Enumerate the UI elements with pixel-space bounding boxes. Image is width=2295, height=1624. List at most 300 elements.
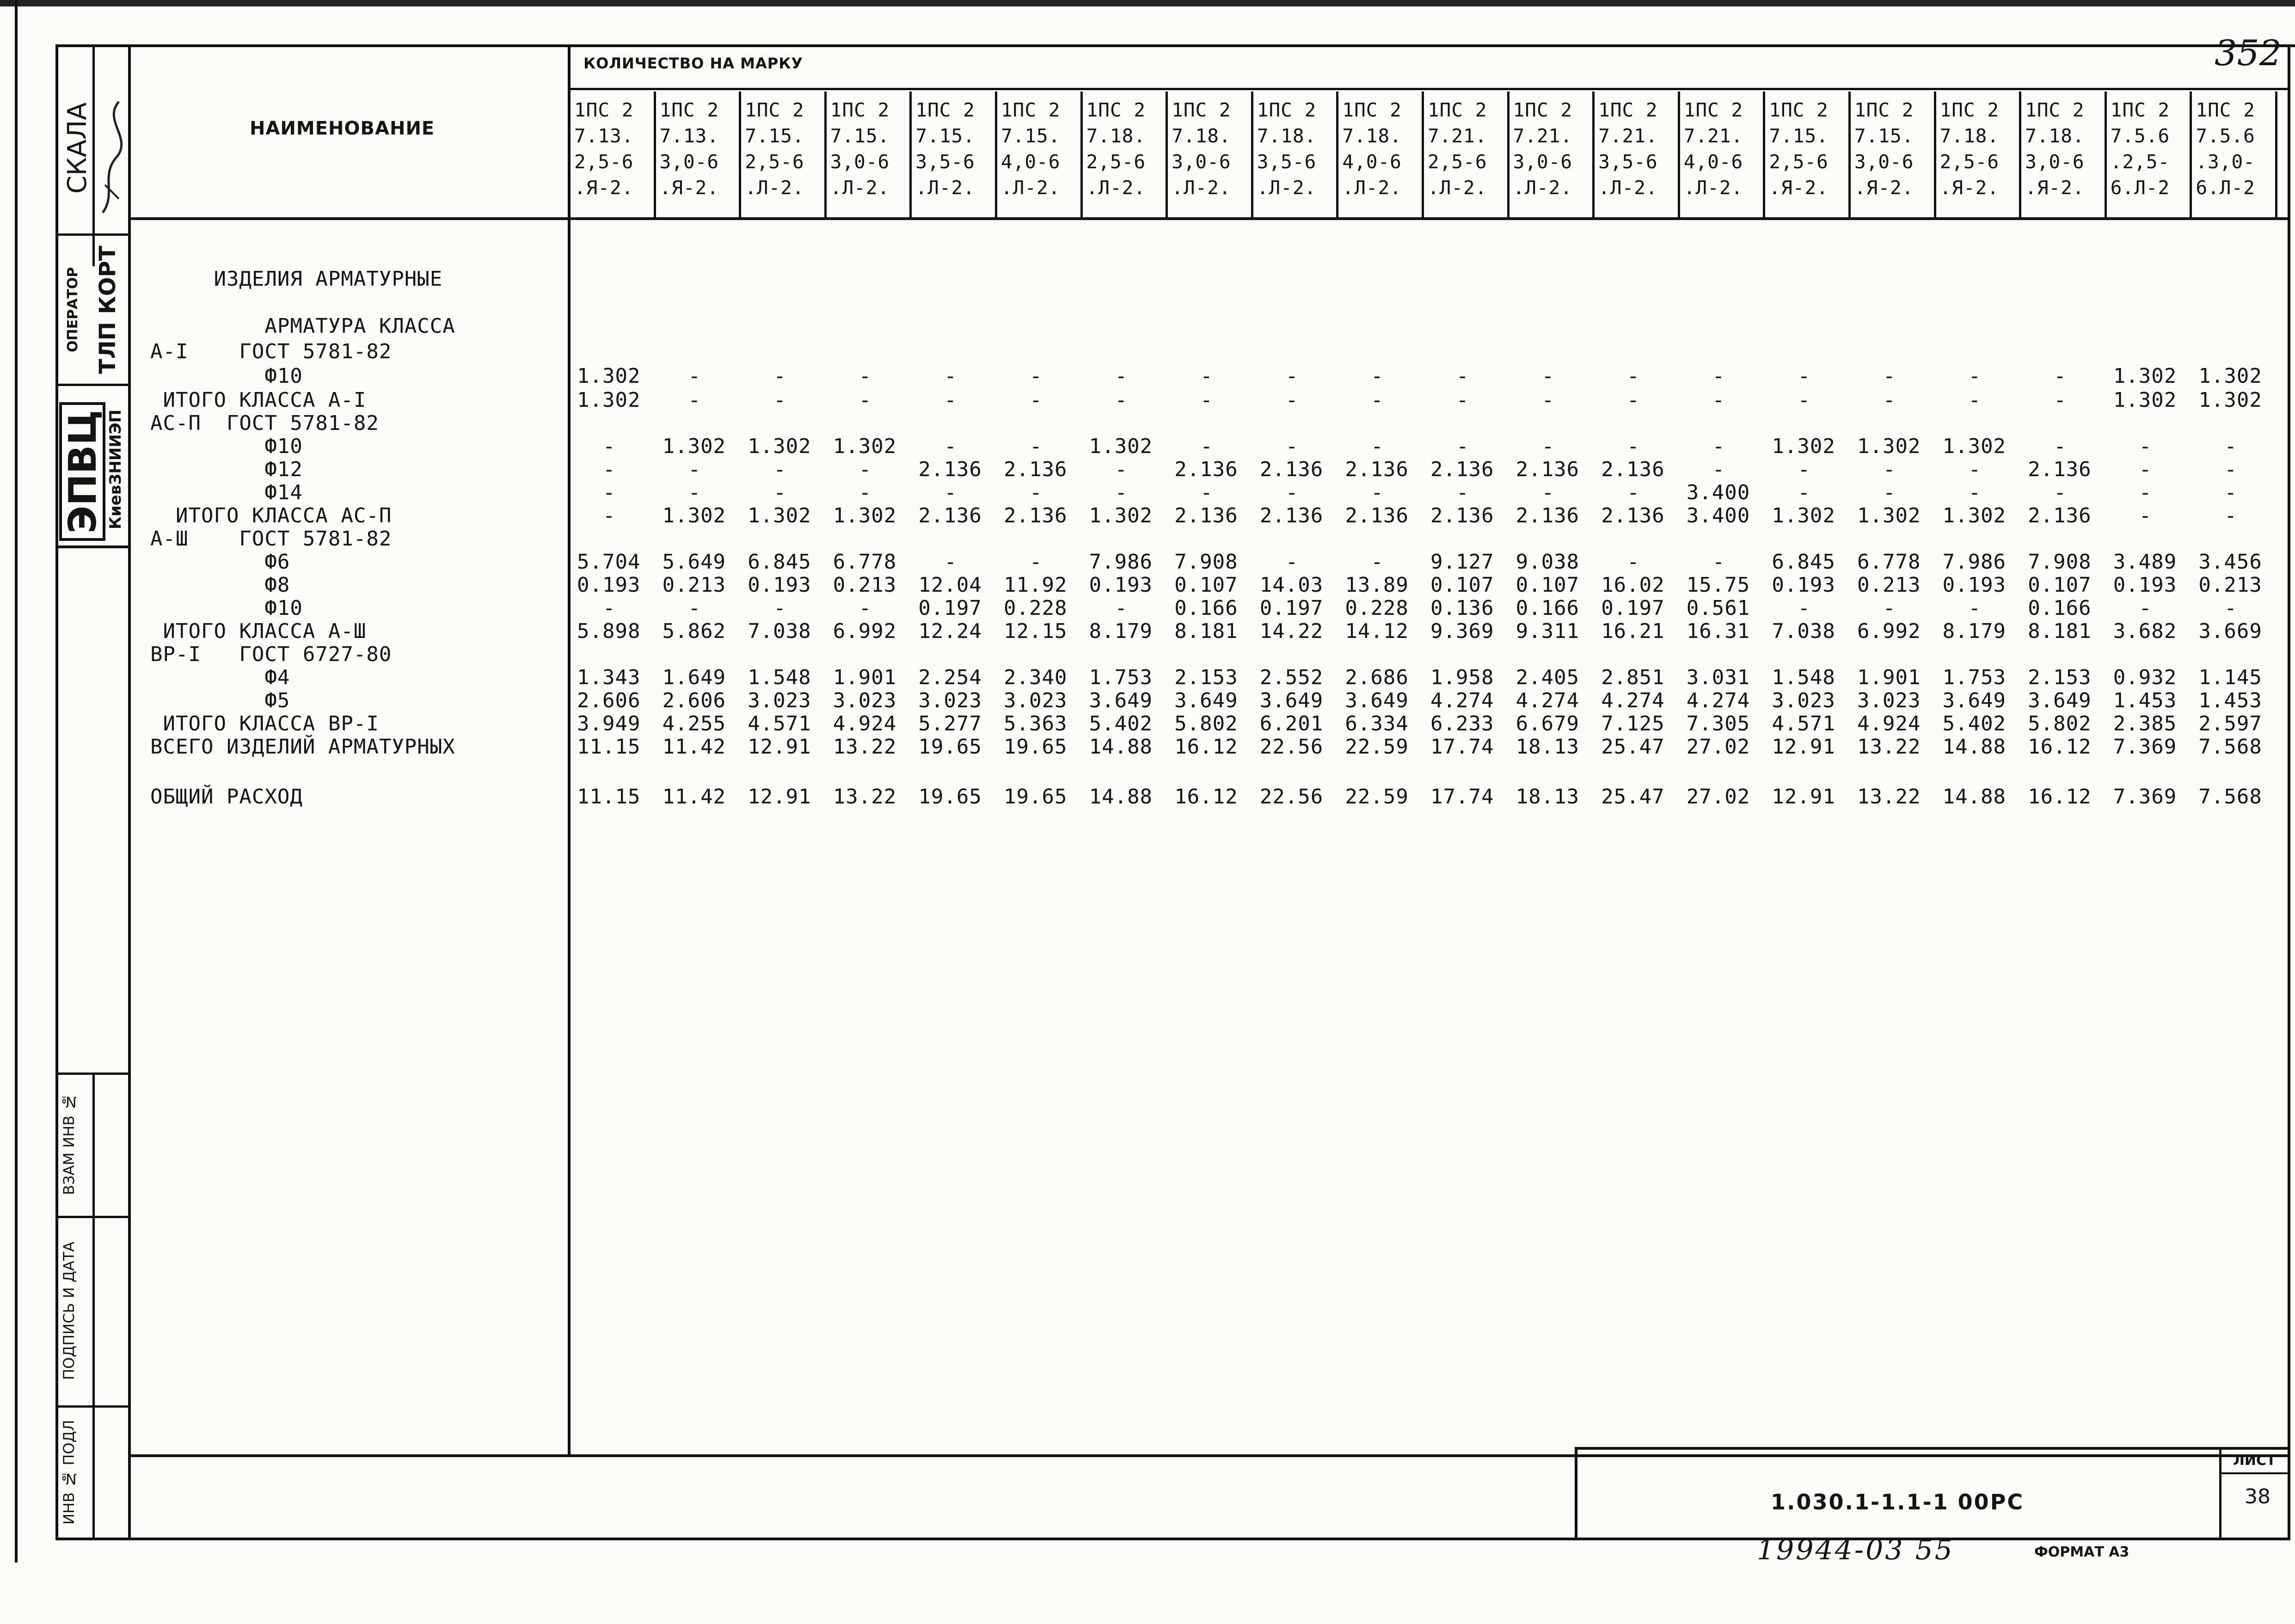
table-cell: - bbox=[1371, 364, 1384, 388]
table-cell: 1.548 bbox=[1772, 666, 1835, 689]
table-cell: 11.42 bbox=[662, 785, 726, 809]
table-cell: - bbox=[1627, 388, 1640, 412]
table-cell: 1.302 bbox=[833, 504, 897, 527]
stamp-sep5 bbox=[55, 1216, 129, 1218]
stamp-kiev-text: КиевЗНИИЭП bbox=[106, 409, 125, 529]
table-cell: - bbox=[1798, 481, 1810, 504]
column-header-4: 1ПС 2 7.15. 3,0-6 .Л-2. bbox=[827, 92, 912, 217]
table-cell: - bbox=[773, 481, 786, 504]
table-cell: 5.402 bbox=[1089, 712, 1153, 735]
table-cell: 0.107 bbox=[2028, 573, 2092, 597]
stamp-vzam bbox=[60, 1077, 88, 1211]
table-cell: 1.302 bbox=[1942, 504, 2007, 527]
stamp-sep4 bbox=[55, 1072, 129, 1075]
table-cell: - bbox=[1371, 550, 1384, 574]
table-cell: 3.023 bbox=[748, 689, 811, 712]
table-cell: 2.136 bbox=[1601, 504, 1665, 527]
table-cell: 1.302 bbox=[833, 435, 897, 458]
table-cell: - bbox=[944, 550, 957, 574]
table-cell: - bbox=[944, 364, 957, 388]
table-cell: 6.845 bbox=[1772, 550, 1835, 574]
stamp-podpis-text: ПОДПИСЬ И ДАТА bbox=[60, 1241, 78, 1380]
table-cell: - bbox=[1712, 550, 1725, 574]
table-cell: 1.302 bbox=[748, 504, 811, 527]
table-cell: 1.302 bbox=[2198, 364, 2262, 388]
row-label: ИТОГО КЛАССА А-I bbox=[150, 388, 367, 412]
table-cell: - bbox=[603, 481, 616, 504]
table-cell: - bbox=[603, 504, 616, 527]
row-label: ИЗДЕЛИЯ АРМАТУРНЫЕ bbox=[150, 267, 443, 291]
table-cell: - bbox=[2054, 364, 2067, 388]
table-cell: 2.597 bbox=[2198, 712, 2262, 735]
stamp-tlp bbox=[95, 240, 127, 379]
table-cell: 11.15 bbox=[577, 735, 641, 759]
table-cell: 3.649 bbox=[1259, 689, 1324, 712]
row-label: А-I ГОСТ 5781-82 bbox=[150, 340, 392, 363]
table-cell: 1.302 bbox=[1089, 435, 1153, 458]
table-cell: - bbox=[688, 596, 701, 620]
table-cell: 0.193 bbox=[1089, 573, 1153, 597]
table-cell: 2.136 bbox=[1345, 458, 1409, 481]
table-cell: - bbox=[1285, 481, 1299, 504]
table-cell: 16.21 bbox=[1601, 619, 1665, 643]
table-cell: 0.228 bbox=[1004, 596, 1068, 620]
table-cell: - bbox=[2224, 481, 2237, 504]
table-cell: - bbox=[2224, 435, 2237, 458]
table-cell: 7.038 bbox=[1772, 619, 1835, 643]
table-cell: 25.47 bbox=[1601, 735, 1665, 759]
table-cell: 1.302 bbox=[1857, 504, 1921, 527]
stamp-inv-text: ИНВ № ПОДЛ bbox=[60, 1420, 78, 1525]
table-cell: 19.65 bbox=[1004, 735, 1068, 759]
row-label: А-Ш ГОСТ 5781-82 bbox=[150, 527, 392, 551]
table-cell: 2.136 bbox=[918, 458, 982, 481]
stamp-epvc bbox=[61, 407, 104, 536]
row-label: АРМАТУРА КЛАССА bbox=[150, 314, 455, 338]
table-cell: 13.22 bbox=[1857, 785, 1921, 809]
table-cell: 4.274 bbox=[1516, 689, 1580, 712]
table-cell: 17.74 bbox=[1430, 735, 1494, 759]
table-cell: - bbox=[773, 596, 786, 620]
table-cell: 0.932 bbox=[2113, 666, 2177, 689]
table-cell: 5.704 bbox=[577, 550, 641, 574]
table-cell: 5.402 bbox=[1942, 712, 2007, 735]
table-cell: 3.649 bbox=[1345, 689, 1409, 712]
table-cell: - bbox=[859, 481, 872, 504]
table-cell: - bbox=[1712, 364, 1725, 388]
table-cell: 3.023 bbox=[1004, 689, 1068, 712]
table-cell: 1.302 bbox=[2113, 364, 2177, 388]
table-cell: 2.136 bbox=[1174, 504, 1238, 527]
table-cell: 1.302 bbox=[2113, 388, 2177, 412]
column-header-12: 1ПС 2 7.21. 3,0-6 .Л-2. bbox=[1510, 92, 1595, 217]
table-cell: 19.65 bbox=[918, 735, 982, 759]
column-header-1: 1ПС 2 7.13. 2,5-6 .Я-2. bbox=[571, 92, 656, 217]
table-cell: - bbox=[2054, 388, 2067, 412]
table-cell: 2.153 bbox=[1174, 666, 1238, 689]
table-cell: 16.12 bbox=[2028, 735, 2092, 759]
column-header-17: 1ПС 2 7.18. 2,5-6 .Я-2. bbox=[1936, 92, 2022, 217]
table-cell: - bbox=[1541, 388, 1555, 412]
table-cell: 3.649 bbox=[1174, 689, 1238, 712]
table-cell: 12.24 bbox=[918, 619, 982, 643]
table-cell: - bbox=[1712, 388, 1725, 412]
table-cell: - bbox=[1115, 596, 1128, 620]
table-cell: 1.958 bbox=[1430, 666, 1494, 689]
table-cell: 9.127 bbox=[1430, 550, 1494, 574]
format-label: ФОРМАТ А3 bbox=[2034, 1544, 2129, 1560]
table-cell: - bbox=[944, 435, 957, 458]
table-cell: - bbox=[2139, 596, 2152, 620]
table-cell: 2.606 bbox=[577, 689, 641, 712]
table-cell: 6.334 bbox=[1345, 712, 1409, 735]
table-cell: 0.166 bbox=[1516, 596, 1580, 620]
table-cell: 7.986 bbox=[1942, 550, 2007, 574]
row-label: Ф10 bbox=[150, 435, 303, 458]
footer-code-top bbox=[1575, 1447, 2290, 1450]
table-cell: 6.992 bbox=[833, 619, 897, 643]
table-cell: 7.568 bbox=[2198, 785, 2262, 809]
table-cell: - bbox=[1627, 550, 1640, 574]
table-cell: - bbox=[859, 458, 872, 481]
archive-number: 19944-03 55 bbox=[1757, 1534, 1954, 1566]
stamp-sep3 bbox=[55, 545, 129, 548]
table-cell: - bbox=[1968, 596, 1982, 620]
table-cell: 14.03 bbox=[1259, 573, 1324, 597]
table-cell: 2.405 bbox=[1516, 666, 1580, 689]
header-qty-line bbox=[570, 88, 2290, 90]
table-cell: 2.136 bbox=[1601, 458, 1665, 481]
table-cell: - bbox=[1798, 458, 1810, 481]
table-cell: 3.649 bbox=[1089, 689, 1153, 712]
table-cell: 3.400 bbox=[1686, 504, 1750, 527]
table-cell: 2.686 bbox=[1345, 666, 1409, 689]
table-cell: - bbox=[773, 388, 786, 412]
table-cell: 2.136 bbox=[1174, 458, 1238, 481]
table-cell: - bbox=[1200, 364, 1213, 388]
table-cell: 4.924 bbox=[1857, 712, 1921, 735]
row-label: ИТОГО КЛАССА АС-П bbox=[150, 504, 392, 527]
table-cell: 16.12 bbox=[1174, 735, 1238, 759]
table-cell: 0.107 bbox=[1430, 573, 1494, 597]
table-cell: 6.679 bbox=[1516, 712, 1580, 735]
table-cell: 7.568 bbox=[2198, 735, 2262, 759]
table-cell: 2.136 bbox=[1259, 504, 1324, 527]
table-cell: 3.023 bbox=[1772, 689, 1835, 712]
table-cell: - bbox=[603, 596, 616, 620]
table-cell: 14.88 bbox=[1942, 785, 2007, 809]
table-cell: 6.845 bbox=[748, 550, 811, 574]
table-cell: 2.552 bbox=[1259, 666, 1324, 689]
table-cell: 1.302 bbox=[1772, 504, 1835, 527]
table-cell: 12.91 bbox=[1772, 735, 1835, 759]
table-cell: 7.986 bbox=[1089, 550, 1153, 574]
stamp-col-mid2 bbox=[92, 1072, 95, 1539]
stamp-col-mid bbox=[92, 44, 95, 266]
column-header-3: 1ПС 2 7.15. 2,5-6 .Л-2. bbox=[741, 92, 827, 217]
name-col-divider bbox=[568, 44, 571, 1457]
table-cell: - bbox=[1371, 435, 1384, 458]
table-cell: 18.13 bbox=[1516, 785, 1580, 809]
table-cell: - bbox=[688, 364, 701, 388]
header-bottom bbox=[129, 217, 2290, 220]
table-cell: - bbox=[1030, 364, 1043, 388]
column-header-16: 1ПС 2 7.15. 3,0-6 .Я-2. bbox=[1851, 92, 1936, 217]
table-cell: 1.302 bbox=[662, 435, 726, 458]
column-header-13: 1ПС 2 7.21. 3,5-6 .Л-2. bbox=[1595, 92, 1680, 217]
table-cell: 2.136 bbox=[2028, 458, 2092, 481]
table-cell: 9.311 bbox=[1516, 619, 1580, 643]
row-label: ИТОГО КЛАССА А-Ш bbox=[150, 619, 367, 643]
table-cell: 12.15 bbox=[1004, 619, 1068, 643]
frame-right bbox=[2288, 44, 2290, 1540]
table-cell: 3.023 bbox=[833, 689, 897, 712]
table-cell: - bbox=[2139, 504, 2152, 527]
table-cell: 1.548 bbox=[748, 666, 811, 689]
table-cell: - bbox=[859, 388, 872, 412]
table-cell: 0.166 bbox=[2028, 596, 2092, 620]
row-label: Ф10 bbox=[150, 364, 303, 388]
table-cell: 5.862 bbox=[662, 619, 726, 643]
table-cell: 0.193 bbox=[748, 573, 811, 597]
table-cell: - bbox=[1115, 364, 1128, 388]
row-label: Ф4 bbox=[150, 666, 290, 689]
table-cell: 14.88 bbox=[1089, 785, 1153, 809]
table-cell: 4.274 bbox=[1601, 689, 1665, 712]
table-cell: - bbox=[1030, 481, 1043, 504]
table-cell: 3.669 bbox=[2198, 619, 2262, 643]
table-cell: 6.778 bbox=[833, 550, 897, 574]
table-cell: 2.136 bbox=[918, 504, 982, 527]
table-cell: 0.213 bbox=[662, 573, 726, 597]
table-cell: 3.649 bbox=[2028, 689, 2092, 712]
table-cell: 6.778 bbox=[1857, 550, 1921, 574]
table-cell: 6.233 bbox=[1430, 712, 1494, 735]
table-cell: 7.305 bbox=[1686, 712, 1750, 735]
table-cell: 9.038 bbox=[1516, 550, 1580, 574]
qty-header: КОЛИЧЕСТВО НА МАРКУ bbox=[583, 55, 804, 72]
table-cell: - bbox=[1883, 481, 1896, 504]
table-cell: - bbox=[944, 481, 957, 504]
stamp-podpis bbox=[60, 1220, 88, 1401]
table-cell: - bbox=[2224, 504, 2237, 527]
table-cell: - bbox=[1200, 435, 1213, 458]
stamp-sep6 bbox=[55, 1405, 129, 1408]
table-cell: - bbox=[2054, 435, 2067, 458]
row-label: ВСЕГО ИЗДЕЛИЙ АРМАТУРНЫХ bbox=[150, 735, 455, 759]
sheet-number: 38 bbox=[2245, 1485, 2270, 1508]
column-header-2: 1ПС 2 7.13. 3,0-6 .Я-2. bbox=[656, 92, 742, 217]
table-cell: 13.22 bbox=[833, 735, 897, 759]
table-cell: 4.255 bbox=[662, 712, 726, 735]
table-cell: 0.107 bbox=[1174, 573, 1238, 597]
table-cell: - bbox=[1798, 364, 1810, 388]
table-cell: - bbox=[1456, 435, 1469, 458]
footer-code-left bbox=[1575, 1447, 1577, 1539]
table-cell: - bbox=[1285, 435, 1299, 458]
table-cell: 16.31 bbox=[1686, 619, 1750, 643]
table-cell: 25.47 bbox=[1601, 785, 1665, 809]
table-cell: 3.031 bbox=[1686, 666, 1750, 689]
column-header-10: 1ПС 2 7.18. 4,0-6 .Л-2. bbox=[1338, 92, 1424, 217]
table-cell: - bbox=[1627, 481, 1640, 504]
table-cell: 3.489 bbox=[2113, 550, 2177, 574]
table-cell: - bbox=[1200, 388, 1213, 412]
table-cell: 1.343 bbox=[577, 666, 641, 689]
column-header-14: 1ПС 2 7.21. 4,0-6 .Л-2. bbox=[1680, 92, 1766, 217]
table-cell: 2.136 bbox=[1516, 458, 1580, 481]
table-cell: 5.649 bbox=[662, 550, 726, 574]
table-cell: 9.369 bbox=[1430, 619, 1494, 643]
table-cell: - bbox=[1968, 364, 1982, 388]
signature-mark bbox=[98, 92, 123, 222]
table-cell: 5.802 bbox=[1174, 712, 1238, 735]
table-cell: - bbox=[1712, 458, 1725, 481]
table-cell: 11.92 bbox=[1004, 573, 1068, 597]
table-cell: 2.606 bbox=[662, 689, 726, 712]
table-cell: - bbox=[1883, 388, 1896, 412]
table-cell: 2.136 bbox=[2028, 504, 2092, 527]
table-cell: 2.136 bbox=[1004, 458, 1068, 481]
table-cell: 0.561 bbox=[1686, 596, 1750, 620]
table-cell: - bbox=[859, 364, 872, 388]
table-cell: 19.65 bbox=[918, 785, 982, 809]
table-cell: 0.197 bbox=[1259, 596, 1324, 620]
stamp-kiev bbox=[106, 398, 127, 541]
name-column-header: НАИМЕНОВАНИЕ bbox=[250, 118, 435, 139]
row-label: Ф6 bbox=[150, 550, 290, 574]
table-cell: 22.56 bbox=[1259, 785, 1324, 809]
column-header-15: 1ПС 2 7.15. 2,5-6 .Я-2. bbox=[1765, 92, 1851, 217]
table-cell: 1.302 bbox=[577, 388, 641, 412]
table-cell: 0.213 bbox=[2198, 573, 2262, 597]
table-cell: 1.901 bbox=[1857, 666, 1921, 689]
row-label: Ф14 bbox=[150, 481, 303, 504]
table-cell: - bbox=[1541, 364, 1555, 388]
table-cell: 4.571 bbox=[1772, 712, 1835, 735]
row-label: АС-П ГОСТ 5781-82 bbox=[150, 411, 379, 435]
table-cell: 16.02 bbox=[1601, 573, 1665, 597]
table-cell: 1.145 bbox=[2198, 666, 2262, 689]
table-cell: 3.649 bbox=[1942, 689, 2007, 712]
table-cell: - bbox=[1200, 481, 1213, 504]
stamp-tlp-text: ТЛП КОРТ bbox=[95, 245, 121, 374]
table-cell: 22.59 bbox=[1345, 785, 1409, 809]
table-cell: - bbox=[1285, 364, 1299, 388]
table-cell: - bbox=[1798, 596, 1810, 620]
top-border bbox=[0, 0, 2295, 6]
table-cell: 0.193 bbox=[1942, 573, 2007, 597]
doc-code: 1.030.1-1.1-1 00РС bbox=[1771, 1489, 2025, 1514]
table-cell: - bbox=[1115, 481, 1128, 504]
table-cell: 14.12 bbox=[1345, 619, 1409, 643]
table-cell: 0.166 bbox=[1174, 596, 1238, 620]
frame-left-outer bbox=[15, 0, 18, 1563]
table-cell: 0.193 bbox=[1772, 573, 1835, 597]
table-cell: 3.682 bbox=[2113, 619, 2177, 643]
stamp-vzam-text: ВЗАМ ИНВ № bbox=[60, 1093, 78, 1195]
stamp-sep2 bbox=[55, 384, 129, 386]
table-cell: 16.12 bbox=[1174, 785, 1238, 809]
table-cell: 6.992 bbox=[1857, 619, 1921, 643]
row-label: ВР-I ГОСТ 6727-80 bbox=[150, 643, 392, 666]
row-label: ИТОГО КЛАССА ВР-I bbox=[150, 712, 379, 735]
table-cell: 7.038 bbox=[748, 619, 811, 643]
table-cell: - bbox=[2139, 458, 2152, 481]
column-header-6: 1ПС 2 7.15. 4,0-6 .Л-2. bbox=[997, 92, 1083, 217]
table-cell: - bbox=[1798, 388, 1810, 412]
table-cell: 1.302 bbox=[2198, 388, 2262, 412]
column-header-11: 1ПС 2 7.21. 2,5-6 .Л-2. bbox=[1424, 92, 1510, 217]
table-cell: - bbox=[1541, 435, 1555, 458]
table-cell: 7.125 bbox=[1601, 712, 1665, 735]
table-cell: 1.753 bbox=[1089, 666, 1153, 689]
table-cell: 2.385 bbox=[2113, 712, 2177, 735]
table-cell: 5.898 bbox=[577, 619, 641, 643]
table-cell: 5.363 bbox=[1004, 712, 1068, 735]
table-cell: 2.136 bbox=[1004, 504, 1068, 527]
table-cell: - bbox=[1883, 596, 1896, 620]
table-cell: 6.201 bbox=[1259, 712, 1324, 735]
table-cell: - bbox=[1968, 481, 1982, 504]
table-cell: 1.753 bbox=[1942, 666, 2007, 689]
column-header-20: 1ПС 2 7.5.6 .3,0- 6.Л-2 bbox=[2192, 92, 2277, 217]
handwritten-page-number: 352 bbox=[2215, 32, 2282, 74]
table-cell: 0.213 bbox=[833, 573, 897, 597]
table-cell: - bbox=[1456, 481, 1469, 504]
column-header-5: 1ПС 2 7.15. 3,5-6 .Л-2. bbox=[912, 92, 997, 217]
column-header-9: 1ПС 2 7.18. 3,5-6 .Л-2. bbox=[1253, 92, 1339, 217]
table-cell: 5.802 bbox=[2028, 712, 2092, 735]
row-label: Ф10 bbox=[150, 596, 303, 620]
table-cell: 2.136 bbox=[1345, 504, 1409, 527]
table-cell: 2.136 bbox=[1259, 458, 1324, 481]
table-cell: 8.181 bbox=[1174, 619, 1238, 643]
table-cell: 3.023 bbox=[1857, 689, 1921, 712]
row-label: ОБЩИЙ РАСХОД bbox=[150, 785, 303, 809]
table-cell: - bbox=[2139, 435, 2152, 458]
table-cell: - bbox=[2139, 481, 2152, 504]
table-cell: - bbox=[688, 458, 701, 481]
frame-top bbox=[55, 44, 2295, 47]
stamp-sep1 bbox=[55, 233, 129, 236]
table-cell: 12.04 bbox=[918, 573, 982, 597]
table-cell: - bbox=[1285, 550, 1299, 574]
column-header-7: 1ПС 2 7.18. 2,5-6 .Л-2. bbox=[1083, 92, 1168, 217]
table-cell: 22.59 bbox=[1345, 735, 1409, 759]
table-cell: 1.302 bbox=[577, 364, 641, 388]
sheet-label: ЛИСТ bbox=[2233, 1452, 2276, 1469]
stamp-col-left bbox=[55, 44, 58, 1540]
table-cell: 13.89 bbox=[1345, 573, 1409, 597]
table-cell: - bbox=[1285, 388, 1299, 412]
table-cell: 22.56 bbox=[1259, 735, 1324, 759]
table-cell: 27.02 bbox=[1686, 735, 1750, 759]
table-cell: 4.571 bbox=[748, 712, 811, 735]
table-cell: 2.153 bbox=[2028, 666, 2092, 689]
table-cell: - bbox=[1030, 388, 1043, 412]
table-cell: 1.302 bbox=[1089, 504, 1153, 527]
table-cell: - bbox=[688, 388, 701, 412]
table-cell: 13.22 bbox=[833, 785, 897, 809]
table-cell: 14.88 bbox=[1089, 735, 1153, 759]
footer-sheet-sep bbox=[2219, 1472, 2290, 1474]
table-cell: - bbox=[1883, 364, 1896, 388]
frame-bottom bbox=[55, 1538, 2290, 1540]
table-cell: 0.193 bbox=[577, 573, 641, 597]
table-cell: - bbox=[944, 388, 957, 412]
table-cell: - bbox=[1968, 458, 1982, 481]
